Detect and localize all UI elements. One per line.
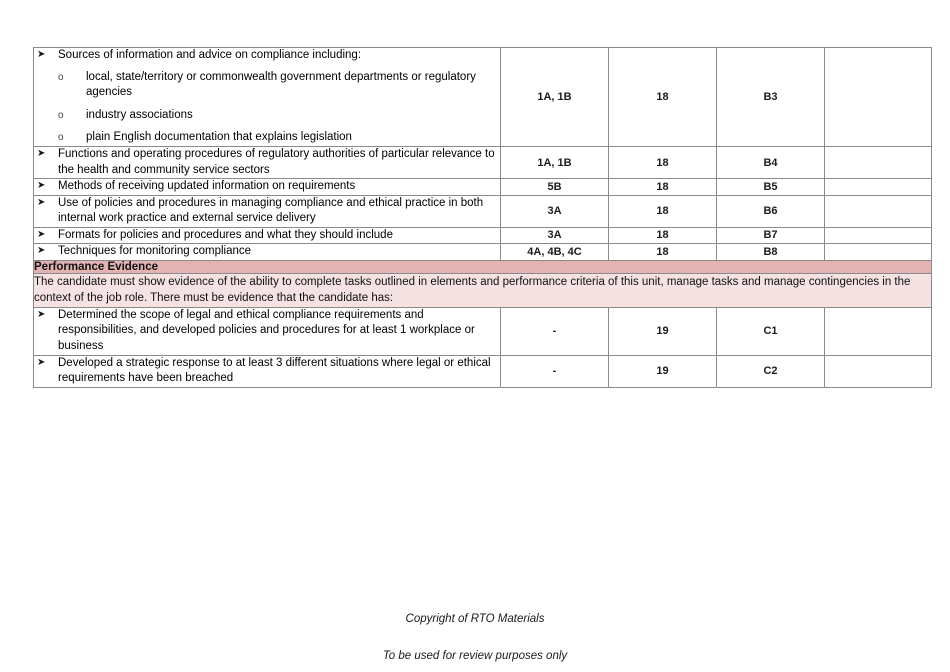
circle-bullet-icon: o [58,109,64,121]
table-body [34,48,932,388]
row-description-cell [34,244,501,261]
section-note-row [34,273,932,307]
table-row [34,147,932,179]
row-reference-cell: 4A, 4B, 4C [501,244,609,261]
row-code-cell: B4 [717,147,825,179]
row-code-cell: C1 [717,307,825,355]
table-row [34,195,932,227]
bullet-text: Methods of receiving updated information on requirements [58,180,356,193]
table-row [34,48,932,147]
arrow-bullet-icon: ➤ [37,245,46,257]
assessment-mapping-table [33,47,932,388]
row-page-cell: 18 [609,179,717,196]
row-page-cell: 19 [609,307,717,355]
row-code-cell: B3 [717,48,825,147]
sub-bullet-item [34,108,500,124]
row-reference-cell: 3A [501,227,609,244]
row-blank-cell [825,244,932,261]
row-page-cell: 18 [609,244,717,261]
row-code-cell: B6 [717,195,825,227]
row-code-cell: C2 [717,355,825,387]
arrow-bullet-icon: ➤ [37,308,46,320]
bullet-text: Functions and operating procedures of regulatory authorities of particular relevance to the health and community service sectors [58,148,495,176]
bullet-line [34,196,500,227]
row-blank-cell [825,307,932,355]
row-description-cell [34,179,501,196]
arrow-bullet-icon: ➤ [37,196,46,208]
row-reference-cell: 3A [501,195,609,227]
sub-bullet-text: industry associations [86,108,193,121]
row-description-cell [34,307,501,355]
row-blank-cell [825,195,932,227]
table-row [34,227,932,244]
circle-bullet-icon: o [58,71,64,83]
bullet-text: Determined the scope of legal and ethical compliance requirements and responsibilities, and developed policies and procedures for at least 1 workplace or business [58,308,475,352]
row-reference-cell: 1A, 1B [501,48,609,147]
bullet-line [34,228,500,244]
row-reference-cell: 5B [501,179,609,196]
row-page-cell: 19 [609,355,717,387]
row-blank-cell [825,48,932,147]
row-page-cell: 18 [609,227,717,244]
bullet-text: Developed a strategic response to at least 3 different situations where legal or ethical requirements have been breached [58,356,491,385]
sub-bullet-item [34,70,500,101]
bullet-line [34,48,500,64]
arrow-bullet-icon: ➤ [37,148,46,160]
table-row [34,307,932,355]
bullet-line [34,356,500,387]
row-page-cell: 18 [609,48,717,147]
footer-copyright-line: Copyright of RTO Materials [405,613,545,625]
bullet-line [34,244,500,260]
table-row [34,179,932,196]
row-code-cell: B5 [717,179,825,196]
section-heading-performance-evidence: Performance Evidence [34,260,932,273]
section-heading-row [34,260,932,273]
section-note-text: The candidate must show evidence of the ability to complete tasks outlined in elements and performance criteria of this unit, manage tasks and manage contingencies in the context of the job role. There must be evidence that the candidate has: [34,273,932,307]
row-reference-cell: 1A, 1B [501,147,609,179]
arrow-bullet-icon: ➤ [37,356,46,368]
row-blank-cell [825,179,932,196]
table-row [34,244,932,261]
bullet-line [34,147,500,178]
footer-review-line: To be used for review purposes only [382,649,568,662]
row-page-cell: 18 [609,147,717,179]
bullet-text: Sources of information and advice on compliance including: [58,49,362,61]
table-row [34,355,932,387]
row-description-cell [34,48,501,147]
arrow-bullet-icon: ➤ [37,228,46,240]
bullet-text: Formats for policies and procedures and what they should include [58,228,393,241]
row-description-cell [34,355,501,387]
row-description-cell [34,227,501,244]
bullet-line [34,308,500,355]
circle-bullet-icon: o [58,132,64,144]
bullet-line [34,179,500,195]
row-blank-cell [825,355,932,387]
bullet-text: Use of policies and procedures in managing compliance and ethical practice in both internal work practice and external service delivery [58,196,484,225]
row-description-cell [34,147,501,179]
row-blank-cell [825,227,932,244]
row-code-cell: B7 [717,227,825,244]
row-code-cell: B8 [717,244,825,261]
row-reference-cell: - [501,307,609,355]
row-blank-cell [825,147,932,179]
row-page-cell: 18 [609,195,717,227]
arrow-bullet-icon: ➤ [37,180,46,192]
row-description-cell [34,195,501,227]
sub-bullet-text: plain English documentation that explains legislation [86,131,352,144]
row-reference-cell: - [501,355,609,387]
page-footer [0,612,950,664]
arrow-bullet-icon: ➤ [37,49,46,60]
sub-bullet-text: local, state/territory or commonwealth government departments or regulatory agencies [86,70,476,99]
bullet-text: Techniques for monitoring compliance [58,245,252,258]
sub-bullet-item [34,130,500,146]
